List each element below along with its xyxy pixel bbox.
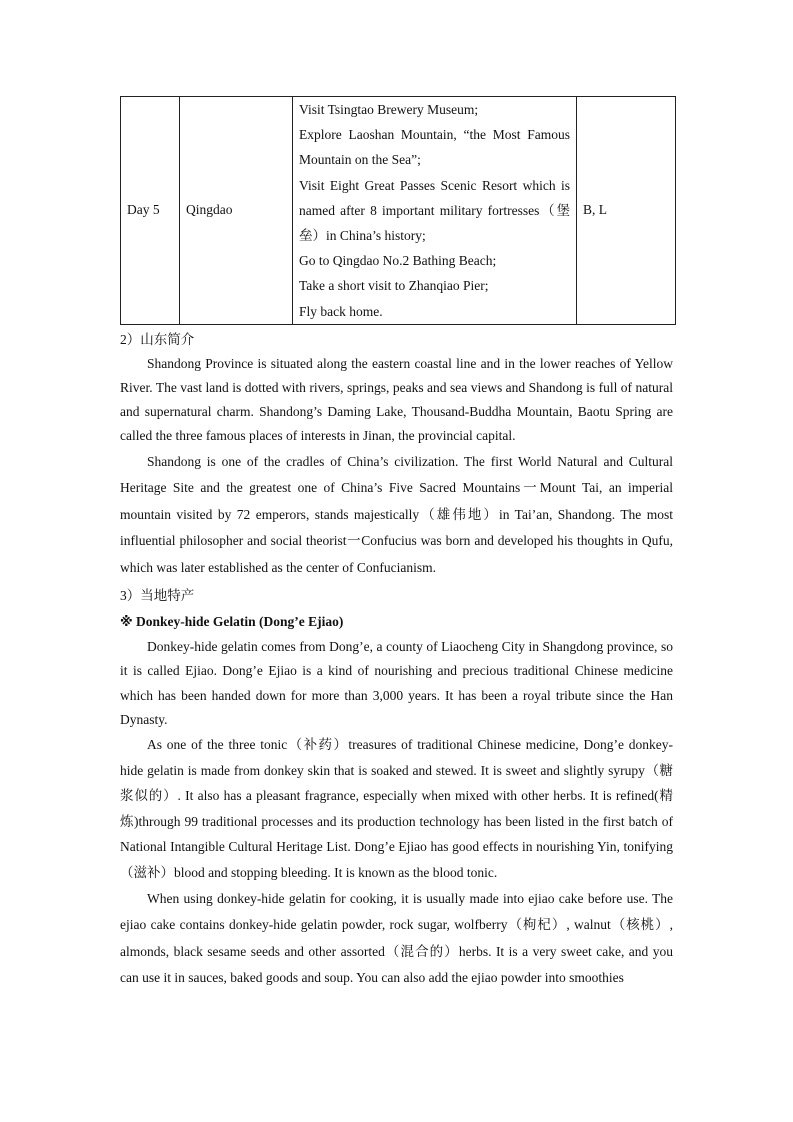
specialty-subheading	[120, 610, 673, 635]
activity-line: Take a short visit to Zhanqiao Pier;	[299, 278, 489, 294]
intro-paragraph: Shandong Province is situated along the eastern coastal line and in the lower reaches of Yellow River. The vast land is dotted with rivers, springs, peaks and sea views and Shandong is full of natural and supernatural charm. Shandong’s Daming Lake, Thousand-Buddha Mountain, Baotu Spring are called the three famous places of interests in Jinan, the provincial capital.	[120, 355, 673, 444]
specialty-paragraph: Donkey-hide gelatin comes from Dong’e, a county of Liaocheng City in Shangdong province, so it is called Ejiao. Dong’e Ejiao is a kind of nourishing and precious traditional Chinese medicine which has been handed down for more than 3,000 years. It has been a royal tribute since the Han Dynasty.	[120, 639, 673, 727]
itinerary-table	[120, 96, 676, 325]
specialty-title: Donkey-hide Gelatin (Dong’e Ejiao)	[136, 614, 344, 630]
day-cell: Day 5	[121, 97, 180, 325]
section-heading-intro: 2）山东简介	[120, 331, 195, 347]
activity-line: Explore Laoshan Mountain, “the Most Famous Mountain on the Sea”;	[299, 127, 570, 168]
city-cell: Qingdao	[180, 97, 293, 325]
table-row	[121, 97, 676, 325]
specialty-paragraph: When using donkey-hide gelatin for cooking, it is usually made into ejiao cake before use. The ejiao cake contains donkey-hide gelatin powder, rock sugar, wolfberry（枸杞）, walnut（核桃）, almonds, black sesame seeds and other assorted（混合的）herbs. It is a very sweet cake, and you can use it in sauces, baked goods and soup. You can also add the ejiao powder into smoothies	[120, 890, 673, 986]
activity-line: Visit Tsingtao Brewery Museum;	[299, 102, 479, 117]
intro-paragraph: Shandong is one of the cradles of China’s civilization. The first World Natural and Cultural Heritage Site and the greatest one of China’s Five Sacred Mountains一Mount Tai, an imperial mountain visited by 72 emperors, stands majestically（雄伟地）in Tai’an, Shandong. The most influential philosopher and social theorist一Confucius was born and developed his thoughts in Qufu, which was later established as the center of Confucianism.	[120, 453, 673, 575]
document-content	[120, 96, 673, 992]
activity-line: Go to Qingdao No.2 Bathing Beach;	[299, 253, 497, 269]
section-heading-specialties: 3）当地特产	[120, 588, 195, 604]
activity-line: Fly back home.	[299, 303, 383, 319]
specialty-paragraph: As one of the three tonic（补药）treasures of traditional Chinese medicine, Dong’e donkey-hide gelatin is made from donkey skin that is soaked and stewed. It is sweet and slightly syrupy（糖浆似的）. It also has a pleasant fragrance, especially when mixed with other herbs. It is refined(精炼)through 99 traditional processes and its production technology has been listed in the first batch of National Intangible Cultural Heritage List. Dong’e Ejiao has good effects in nourishing Yin, tonifying（滋补）blood and stopping bleeding. It is known as the blood tonic.	[120, 736, 673, 880]
activity-line: Visit Eight Great Passes Scenic Resort which is named after 8 important military fortresses（堡垒）in China’s history;	[299, 177, 570, 244]
meals-cell: B, L	[577, 97, 676, 325]
reference-mark-icon: ※	[120, 615, 133, 631]
activities-cell	[293, 97, 577, 325]
